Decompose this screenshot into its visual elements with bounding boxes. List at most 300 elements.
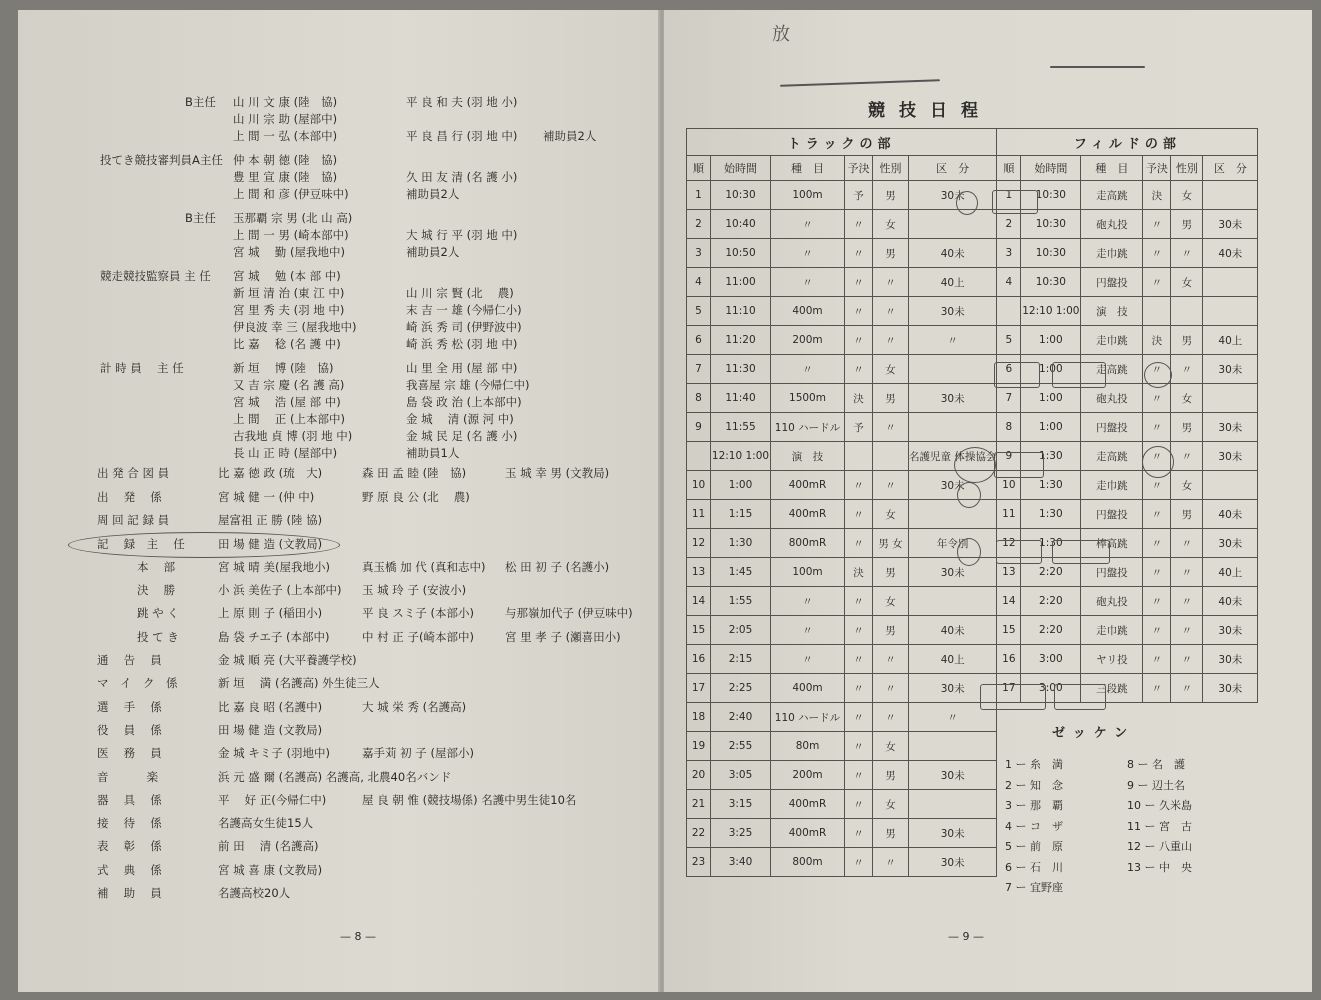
track-cell: 4 (687, 268, 711, 297)
role-label: 式 典 係 (97, 862, 162, 877)
track-cell: 13 (687, 558, 711, 587)
track-cell: 〃 (873, 848, 909, 877)
staff-name: 平 良 和 夫 (羽 地 小) (406, 95, 518, 109)
role-label: 表 彰 係 (97, 839, 162, 854)
staff-name: 玉 城 幸 男 (文教局) (505, 466, 610, 480)
column-header: 性別 (873, 156, 909, 181)
track-cell (687, 442, 711, 471)
track-cell: 男 (873, 181, 909, 210)
track-cell: 〃 (845, 297, 873, 326)
track-cell: 9 (687, 413, 711, 442)
track-cell: 18 (687, 703, 711, 732)
column-header: 始時間 (1021, 156, 1081, 181)
track-cell: 23 (687, 848, 711, 877)
column-header: 順 (997, 156, 1021, 181)
column-header: 種 目 (1081, 156, 1143, 181)
column-header: 予決 (1143, 156, 1171, 181)
track-section-header: トラックの部 (687, 129, 997, 156)
field-cell: 40未 (1203, 239, 1258, 268)
role-label: 接 待 係 (97, 816, 162, 831)
track-cell: 6 (687, 326, 711, 355)
track-cell: 予 (845, 413, 873, 442)
field-cell: 10 (997, 471, 1021, 500)
staff-name: 新 垣 清 治 (東 江 中) (233, 286, 345, 300)
staff-name: 上 原 則 子 (稲田小) (218, 606, 323, 621)
pencil-box (1052, 362, 1106, 388)
track-cell: 5 (687, 297, 711, 326)
field-cell: 棒高跳 (1081, 529, 1143, 558)
field-cell: 決 (1143, 181, 1171, 210)
track-cell: 30未 (909, 674, 997, 703)
pencil-circle (1142, 446, 1174, 478)
track-cell: 〃 (873, 413, 909, 442)
track-cell: 30未 (909, 819, 997, 848)
track-cell: 〃 (845, 471, 873, 500)
field-cell: 円盤投 (1081, 413, 1143, 442)
field-cell: 〃 (1171, 442, 1203, 471)
track-cell: 7 (687, 355, 711, 384)
track-cell: 〃 (771, 645, 845, 674)
field-cell: 30未 (1203, 413, 1258, 442)
field-cell: 円盤投 (1081, 500, 1143, 529)
staff-name: 比 嘉 稔 (名 護 中) (233, 337, 341, 351)
field-cell: 11 (997, 500, 1021, 529)
staff-name: 浜 元 盛 爾 (名護高) 名護高, 北農40名バンド (218, 769, 452, 784)
field-cell: 3:00 (1021, 674, 1081, 703)
field-cell: 走巾跳 (1081, 239, 1143, 268)
field-cell: 〃 (1143, 645, 1171, 674)
role-label: 周 回 記 録 員 (97, 513, 170, 527)
track-cell: 400mR (771, 790, 845, 819)
track-cell (845, 442, 873, 471)
track-cell: 11:20 (711, 326, 771, 355)
field-cell: 10:30 (1021, 181, 1081, 210)
field-cell: 砲丸投 (1081, 587, 1143, 616)
track-cell: 〃 (845, 239, 873, 268)
field-cell: 1:30 (1021, 500, 1081, 529)
track-cell: 400mR (771, 500, 845, 529)
schedule-row (687, 384, 1258, 413)
staff-name: 名護高校20人 (218, 886, 291, 900)
staff-name: 古我地 貞 博 (羽 地 中) (233, 429, 353, 443)
track-cell: 1:45 (711, 558, 771, 587)
track-cell: 3:40 (711, 848, 771, 877)
field-cell: 〃 (1171, 355, 1203, 384)
track-cell (909, 790, 997, 819)
schedule-row (687, 413, 1258, 442)
staff-name: 平 好 正(今帰仁中) (218, 792, 327, 807)
handwritten-mark: 放 (772, 24, 790, 45)
schedule-row (687, 355, 1258, 384)
track-cell: 11:00 (711, 268, 771, 297)
role-label: 選 手 係 (97, 699, 162, 714)
track-cell: 〃 (873, 703, 909, 732)
track-cell: 80m (771, 732, 845, 761)
zekken-item: 11 ー 宮 古 (1127, 819, 1192, 833)
staff-name: 比 嘉 徳 政 (琉 大) (218, 466, 323, 480)
track-cell: 2:05 (711, 616, 771, 645)
staff-name: 野 原 良 公 (北 農) (362, 489, 470, 504)
track-cell: 決 (845, 558, 873, 587)
zekken-item: 3 ー 那 覇 (1005, 799, 1063, 812)
field-cell: 〃 (1171, 239, 1203, 268)
zekken-item: 4 ー コ ザ (1005, 819, 1063, 833)
staff-name: 仲 本 朝 徳 (陸 協) (233, 153, 338, 167)
field-cell: 1 (997, 181, 1021, 210)
track-cell: 〃 (845, 645, 873, 674)
zekken-item: 7 ー 宜野座 (1005, 881, 1063, 894)
track-cell: 11:40 (711, 384, 771, 413)
staff-name: 比 嘉 良 昭 (名護中) (218, 699, 323, 714)
role-label: 記 録 主 任 (97, 536, 185, 551)
staff-name: 長 山 正 時 (屋部中) (233, 446, 338, 460)
track-cell: 女 (873, 732, 909, 761)
field-cell: 30未 (1203, 645, 1258, 674)
pencil-circle (68, 532, 340, 558)
staff-name: 宮 城 健 一 (仲 中) (218, 489, 315, 504)
field-cell: 走高跳 (1081, 355, 1143, 384)
track-cell (909, 210, 997, 239)
field-cell: 〃 (1143, 558, 1171, 587)
field-cell: 走高跳 (1081, 181, 1143, 210)
field-cell: 円盤投 (1081, 558, 1143, 587)
field-cell: 〃 (1143, 413, 1171, 442)
role-label: B主任 (185, 95, 216, 109)
staff-name: 補助員2人 (543, 129, 597, 143)
pencil-stroke (1050, 66, 1145, 68)
staff-name: 金 城 清 (源 河 中) (406, 412, 514, 426)
track-cell: 110 ハードル (771, 413, 845, 442)
track-cell: 男 (873, 616, 909, 645)
schedule-row (687, 703, 1258, 732)
field-cell: ヤリ投 (1081, 645, 1143, 674)
role-label: 跳 や く (137, 606, 179, 621)
track-cell (909, 413, 997, 442)
track-cell: 40未 (909, 616, 997, 645)
page-title: 競技日程 (868, 101, 992, 121)
pencil-box (992, 190, 1038, 214)
staff-name: 中 村 正 子(崎本部中) (362, 629, 474, 644)
field-cell: 〃 (1171, 587, 1203, 616)
staff-name: 崎 浜 秀 司 (伊野波中) (406, 320, 522, 334)
role-label: 決 勝 (137, 583, 176, 598)
field-cell: 女 (1171, 268, 1203, 297)
track-cell: 800mR (771, 529, 845, 558)
track-cell: 〃 (845, 210, 873, 239)
track-cell: 12 (687, 529, 711, 558)
zekken-item: 9 ー 辺土名 (1127, 778, 1185, 792)
field-cell: 〃 (1143, 355, 1171, 384)
track-cell: 40上 (909, 645, 997, 674)
field-cell: 〃 (1143, 471, 1171, 500)
staff-name: 金 城 キミ子 (羽地中) (218, 746, 330, 761)
role-label: 投 て き (137, 629, 179, 644)
pencil-box (996, 540, 1042, 564)
track-cell (909, 587, 997, 616)
staff-name: 松 田 初 子 (名護小) (505, 559, 610, 574)
staff-name: 上 間 正 (上本部中) (233, 412, 345, 426)
field-cell: 〃 (1143, 587, 1171, 616)
field-cell: 走巾跳 (1081, 326, 1143, 355)
field-cell: 〃 (1143, 239, 1171, 268)
field-cell: 7 (997, 384, 1021, 413)
track-cell (873, 442, 909, 471)
field-cell: 男 (1171, 500, 1203, 529)
track-cell: 男 (873, 819, 909, 848)
field-cell: 16 (997, 645, 1021, 674)
field-cell (1203, 297, 1258, 326)
field-cell: 1:30 (1021, 471, 1081, 500)
track-cell: 16 (687, 645, 711, 674)
field-cell: 14 (997, 587, 1021, 616)
track-cell: 女 (873, 790, 909, 819)
field-cell (1203, 384, 1258, 413)
track-cell: 男 (873, 761, 909, 790)
field-cell: 2:20 (1021, 558, 1081, 587)
role-label: 投てき競技審判員A主任 (100, 153, 223, 167)
schedule-row (687, 210, 1258, 239)
field-cell: 決 (1143, 326, 1171, 355)
track-cell: 8 (687, 384, 711, 413)
track-cell: 40上 (909, 268, 997, 297)
track-cell: 1:00 (711, 471, 771, 500)
staff-name: 前 田 清 (名護高) (218, 839, 319, 854)
field-cell: 女 (1171, 384, 1203, 413)
schedule-row (687, 268, 1258, 297)
track-cell (909, 732, 997, 761)
track-cell: 30未 (909, 761, 997, 790)
staff-name: 崎 浜 秀 松 (羽 地 中) (406, 337, 518, 351)
staff-name: 田 場 健 造 (文教局) (218, 536, 323, 551)
track-cell: 〃 (873, 326, 909, 355)
track-cell: 〃 (845, 529, 873, 558)
staff-name: 上 間 和 彦 (伊豆味中) (233, 187, 349, 201)
track-cell: 〃 (771, 587, 845, 616)
zekken-item: 8 ー 名 護 (1127, 758, 1185, 771)
track-cell: 10:50 (711, 239, 771, 268)
zekken-item: 13 ー 中 央 (1127, 860, 1192, 874)
field-cell: 〃 (1143, 384, 1171, 413)
field-cell: 2 (997, 210, 1021, 239)
track-cell: 男 女 (873, 529, 909, 558)
track-cell: 〃 (845, 616, 873, 645)
field-cell: 12 (997, 529, 1021, 558)
field-cell: 15 (997, 616, 1021, 645)
track-cell: 〃 (873, 471, 909, 500)
field-cell: 女 (1171, 471, 1203, 500)
track-cell: 予 (845, 181, 873, 210)
track-cell: 100m (771, 181, 845, 210)
role-label: 通 告 員 (97, 653, 162, 667)
track-cell: 17 (687, 674, 711, 703)
schedule-row (687, 645, 1258, 674)
staff-name: 宮 城 晴 美(屋我地小) (218, 559, 330, 574)
zekken-item: 5 ー 前 原 (1005, 840, 1063, 853)
staff-name: 山 川 文 康 (陸 協) (233, 95, 338, 109)
track-cell: 14 (687, 587, 711, 616)
staff-name: 新 垣 満 (名護高) 外生徒三人 (218, 676, 380, 691)
staff-name: 我喜屋 宗 雄 (今帰仁中) (406, 378, 530, 392)
track-cell: 200m (771, 761, 845, 790)
staff-name: 又 吉 宗 慶 (名 護 高) (233, 378, 345, 392)
field-cell: 〃 (1143, 268, 1171, 297)
field-cell: 〃 (1171, 645, 1203, 674)
field-cell: 〃 (1143, 442, 1171, 471)
schedule-row (687, 239, 1258, 268)
field-cell: 40未 (1203, 587, 1258, 616)
track-cell (909, 355, 997, 384)
field-cell: 〃 (1143, 500, 1171, 529)
field-cell: 〃 (1143, 616, 1171, 645)
track-cell: 〃 (771, 616, 845, 645)
pencil-box (994, 452, 1044, 478)
column-header: 区 分 (909, 156, 997, 181)
staff-name: 金 城 民 足 (名 護 小) (406, 429, 518, 443)
field-cell: 3 (997, 239, 1021, 268)
track-cell: 110 ハードル (771, 703, 845, 732)
track-cell: 11:10 (711, 297, 771, 326)
field-cell: 40上 (1203, 326, 1258, 355)
staff-name: 補助員2人 (406, 187, 460, 201)
role-label: B主任 (185, 211, 216, 225)
track-cell: 演 技 (771, 442, 845, 471)
track-cell: 1500m (771, 384, 845, 413)
staff-name: 森 田 孟 睦 (陸 協) (362, 466, 467, 480)
track-cell: 3:15 (711, 790, 771, 819)
track-cell: 〃 (845, 500, 873, 529)
zekken-title: ゼッケン (1052, 726, 1136, 741)
track-cell: 〃 (771, 355, 845, 384)
field-cell: 砲丸投 (1081, 384, 1143, 413)
staff-name: 山 川 宗 賢 (北 農) (406, 286, 514, 300)
field-cell: 円盤投 (1081, 268, 1143, 297)
track-cell: 15 (687, 616, 711, 645)
track-cell: 〃 (873, 674, 909, 703)
field-cell (997, 297, 1021, 326)
track-cell: 800m (771, 848, 845, 877)
track-cell: 1:55 (711, 587, 771, 616)
track-cell: 11 (687, 500, 711, 529)
pencil-box (1054, 684, 1106, 710)
track-cell: 11:30 (711, 355, 771, 384)
track-cell: 400mR (771, 471, 845, 500)
staff-name: 嘉手苅 初 子 (屋部小) (362, 746, 474, 761)
field-cell: 30未 (1203, 355, 1258, 384)
track-cell: 〃 (909, 326, 997, 355)
field-cell: 砲丸投 (1081, 210, 1143, 239)
staff-name: 名護高女生徒15人 (218, 816, 314, 831)
track-cell: 〃 (771, 239, 845, 268)
track-cell: 〃 (873, 645, 909, 674)
field-cell: 9 (997, 442, 1021, 471)
track-cell: 3 (687, 239, 711, 268)
track-cell (909, 500, 997, 529)
staff-name: 与那嶺加代子 (伊豆味中) (505, 606, 633, 621)
staff-name: 大 城 栄 秀 (名護高) (362, 699, 467, 714)
pencil-box (1052, 540, 1110, 564)
field-cell: 男 (1171, 413, 1203, 442)
pencil-circle (957, 482, 981, 508)
track-cell: 200m (771, 326, 845, 355)
staff-name: 上 間 一 男 (崎本部中) (233, 228, 349, 242)
field-cell: 〃 (1143, 674, 1171, 703)
staff-name: 久 田 友 清 (名 護 小) (406, 170, 518, 184)
zekken-item: 2 ー 知 念 (1005, 778, 1063, 792)
column-header: 性別 (1171, 156, 1203, 181)
staff-name: 山 里 全 用 (屋 部 中) (406, 361, 518, 375)
track-cell: 2 (687, 210, 711, 239)
track-cell: 女 (873, 210, 909, 239)
zekken-item: 10 ー 久米島 (1127, 799, 1192, 812)
field-cell (1143, 297, 1171, 326)
staff-name: 島 袋 政 治 (上本部中) (406, 395, 522, 409)
track-cell: 〃 (845, 355, 873, 384)
schedule-row (687, 616, 1258, 645)
role-label: 出 発 合 図 員 (97, 466, 170, 480)
track-cell: 11:55 (711, 413, 771, 442)
role-label: 補 助 員 (97, 886, 162, 900)
track-cell: 〃 (845, 268, 873, 297)
role-label: 競走競技監察員 主 任 (100, 269, 211, 283)
pencil-circle (954, 447, 996, 483)
staff-name: 島 袋 チエ子 (本部中) (218, 629, 330, 644)
role-label: 医 務 員 (97, 746, 162, 761)
staff-name: 玉那覇 宗 男 (北 山 高) (233, 211, 353, 225)
staff-name: 山 川 宗 助 (屋部中) (233, 112, 338, 126)
track-cell: 〃 (845, 703, 873, 732)
track-cell: 2:55 (711, 732, 771, 761)
track-cell: 〃 (845, 848, 873, 877)
track-cell: 〃 (845, 761, 873, 790)
staff-name: 宮 城 勤 (屋我地中) (233, 245, 345, 259)
track-cell: 3:05 (711, 761, 771, 790)
track-cell: 30未 (909, 471, 997, 500)
track-cell: 2:25 (711, 674, 771, 703)
field-cell: 走巾跳 (1081, 471, 1143, 500)
field-cell: 12:10 1:00 (1021, 297, 1081, 326)
field-cell (1203, 268, 1258, 297)
role-label: 音 楽 (97, 769, 159, 784)
staff-name: 金 城 順 亮 (大平養護学校) (218, 653, 357, 667)
field-cell: 〃 (1171, 558, 1203, 587)
role-label: 本 部 (137, 559, 176, 574)
track-cell: 名護児童 体操協会 (909, 442, 997, 471)
track-cell: 男 (873, 384, 909, 413)
track-cell: 〃 (845, 326, 873, 355)
track-cell: 2:40 (711, 703, 771, 732)
column-header: 区 分 (1203, 156, 1258, 181)
field-section-header: フィルドの部 (997, 129, 1258, 156)
column-header: 順 (687, 156, 711, 181)
field-cell: 10:30 (1021, 268, 1081, 297)
staff-name: 上 間 一 弘 (本部中) (233, 129, 338, 143)
track-cell: 30未 (909, 558, 997, 587)
field-cell (1171, 297, 1203, 326)
track-cell: 〃 (845, 790, 873, 819)
column-header: 予決 (845, 156, 873, 181)
role-label: マ イ ク 係 (97, 676, 178, 691)
track-cell: 〃 (845, 819, 873, 848)
field-cell: 30未 (1203, 674, 1258, 703)
role-label: 計 時 員 主 任 (100, 361, 184, 375)
field-cell (1203, 471, 1258, 500)
track-cell: 30未 (909, 181, 997, 210)
track-cell: 12:10 1:00 (711, 442, 771, 471)
staff-name: 平 良 スミ子 (本部小) (362, 606, 474, 621)
track-cell: 男 (873, 558, 909, 587)
field-cell: 1:00 (1021, 355, 1081, 384)
field-cell: 〃 (1171, 529, 1203, 558)
